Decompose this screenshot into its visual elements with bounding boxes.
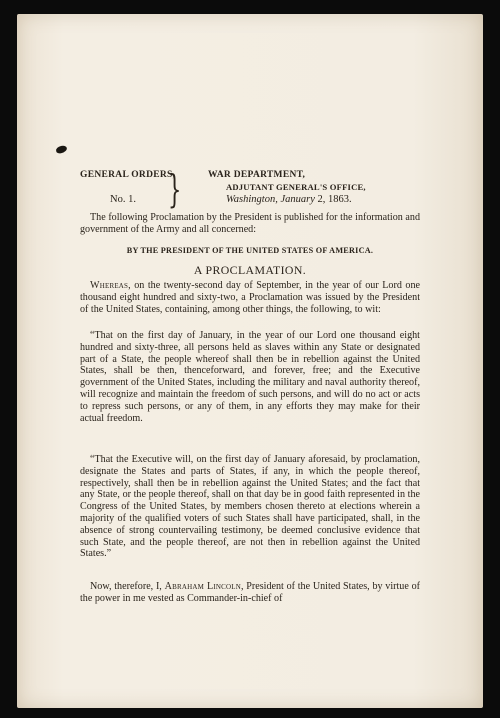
paragraph-quote-2: “That the Executive will, on the first day of January aforesaid, by proclamation, designate the States and parts of States, if any, in which the people thereof, respectively, shall then be in rebellion against the United States; and the fact that any State, or the people thereof, shall on that day be in good faith represented in the Congress of the United States, by members chosen thereto at elections wherein a majority of the qualified voters of such States shall have participated, shall, in the absence of strong countervailing testimony, be deemed conclusive evidence that such State, and the people thereof, are not then in rebellion against the United States.” (80, 454, 420, 560)
department-name: WAR DEPARTMENT, (208, 170, 306, 180)
whereas-rest: , on the twenty-second day of September, in the year of our Lord one thousand eight hundred and sixty-two, a Proclamation was issued by the President of the United States, containing, among other things, the following, to wit: (80, 280, 420, 315)
orders-header (80, 167, 420, 216)
general-orders-label: GENERAL ORDERS, (80, 170, 176, 180)
whereas-lead: Whereas (90, 280, 129, 291)
office-name: ADJUTANT GENERAL'S OFFICE, (226, 182, 366, 192)
dateline-place: Washington, January (226, 194, 315, 205)
now-before: Now, therefore, I, (90, 581, 165, 592)
dateline-day: 2, 1863. (317, 194, 352, 205)
now-after: , President of the United States, by virtue of the power in me vested as Commander-in-chief of (80, 581, 420, 604)
paragraph-now-therefore (80, 581, 420, 605)
by-the-president-line: BY THE PRESIDENT OF THE UNITED STATES OF AMERICA. (126, 246, 374, 255)
brace-glyph: } (168, 167, 182, 211)
order-number: No. 1. (110, 194, 136, 205)
dateline (226, 194, 352, 205)
proclamation-title: A PROCLAMATION. (193, 263, 307, 277)
paragraph-whereas (80, 280, 420, 315)
president-name: Abraham Lincoln (164, 581, 241, 592)
paragraph-quote-1: “That on the first day of January, in the year of our Lord one thousand eight hundred and sixty-three, all persons held as slaves within any State or designated part of a State, the people whereof shall then be in rebellion against the United States, shall be then, thenceforward, and forever, free; and the Executive government of the United States, including the military and naval authority thereof, will recognize and maintain the freedom of such persons, and will do no act or acts to repress such persons, or any of them, in any efforts they may make for their actual freedom. (80, 330, 420, 424)
intro-paragraph: The following Proclamation by the President is published for the information and government of the Army and all concerned: (80, 212, 420, 235)
